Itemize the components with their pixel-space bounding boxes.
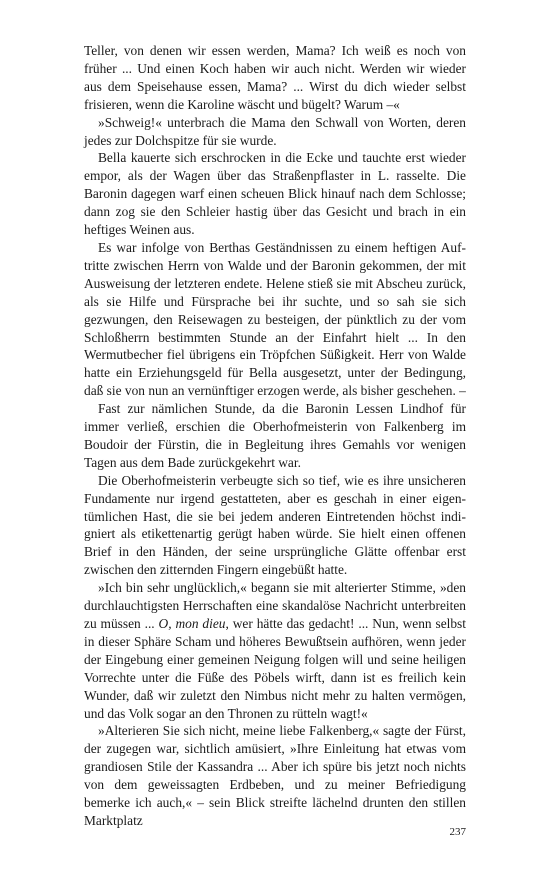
text-segment: Teller, von denen wir essen werden, Mama? Ich weiß es noch von früher ... Und einen Koch haben wir auch nicht. Werden wir wieder aus dem Speisehause essen, Mama? ... Wirst du dich wieder selbst frisieren, wenn die Karoline wäscht und bügelt? Warum –« [84, 43, 466, 112]
text-segment: »Ich bin sehr unglücklich,« begann sie mit alterierter Stimme, »den durchlauchtigsten Herrschaften eine skandalöse Nachricht unterbreiten zu müssen ... [84, 580, 466, 631]
paragraph [84, 472, 466, 579]
italic-phrase: O, mon dieu [158, 616, 226, 631]
paragraph [84, 149, 466, 239]
paragraph [84, 114, 466, 150]
text-segment: Die Oberhofmeisterin verbeugte sich so tief, wie es ihre unsicheren Fundamente nur irgend gestatteten, aber es geschah in einer eigentümlichen Hast, die sie bei jedem anderen Eintretenden höchst indigniert als etikettenartig gerügt haben würde. Sie hielt einen offenen Brief in den Händen, der seine ursprüngliche Glätte offenbar erst zwischen den zitternden Fingern eingebüßt hatte. [84, 472, 466, 578]
paragraph [84, 400, 466, 472]
paragraph [84, 42, 466, 114]
body-text [84, 42, 466, 830]
paragraph [84, 722, 466, 829]
text-segment: Fast zur nämlichen Stunde, da die Baronin Lessen Lindhof für immer verließ, erschien die Oberhofmeisterin von Falkenberg im Boudoir der Fürstin, die in Begleitung ihres Gemahls vor wenigen Tagen aus dem Bade zurückgekehrt war. [84, 401, 466, 470]
text-segment: Es war infolge von Berthas Geständnissen zu einem heftigen Auftritte zwischen Herrn von Walde und der Baronin gekommen, der mit Ausweisung der letzteren endete. Helene stieß sie mit Abscheu zurück, als sie Hilfe und Fürsprache bei ihr suchte, und so sah sie sich gezwungen, den Reisewagen zu besteigen, der pünktlich zu der vom Schloßherrn bestimmten Stunde an der Einfahrt hielt ... In den Wermutbecher fiel übrigens ein Tröpfchen Süßigkeit. Herr von Walde hatte ein Erziehungsgeld für Bella ausgesetzt, unter der Bedingung, daß sie von nun an vernünftiger erzogen werde, als bisher geschehen. – [84, 239, 466, 399]
paragraph [84, 239, 466, 400]
text-segment: »Alterieren Sie sich nicht, meine liebe Falkenberg,« sagte der Fürst, der zugegen war, sichtlich amüsiert, »Ihre Einleitung hat etwas vom grandiosen Stile der Kassandra ... Aber ich spüre bis jetzt noch nichts von dem geweissagten Erdbeben, und zu meiner Befriedigung bemerke ich auch,« – sein Blick streifte lächelnd drunten den stillen Marktplatz [84, 723, 466, 828]
page-number: 237 [449, 826, 466, 838]
text-segment: »Schweig!« unterbrach die Mama den Schwall von Worten, deren jedes zur Dolchspitze für sie wurde. [84, 114, 466, 148]
paragraph [84, 579, 466, 722]
text-segment: Bella kauerte sich erschrocken in die Ecke und tauchte erst wieder empor, als der Wagen über das Straßenpflaster in L. rasselte. Die Baronin dagegen warf einen scheuen Blick hinauf nach dem Schlosse; dann zog sie den Schleier hastig über das Gesicht und brach in ein heftiges Weinen aus. [84, 150, 466, 238]
text-segment: , wer hätte das gedacht! ... Nun, wenn selbst in dieser Sphäre Scham und höheres Bewußtsein aufhören, wenn jeder der Eingebung einer gemeinen Neigung folgen will und seine heiligen Vorrechte unter die Füße des Pöbels wirft, dann ist es freilich kein Wunder, daß wir zuletzt den Nimbus nicht mehr zu halten vermögen, und das Volk sogar an den Thronen zu rütteln wagt!« [84, 616, 466, 721]
